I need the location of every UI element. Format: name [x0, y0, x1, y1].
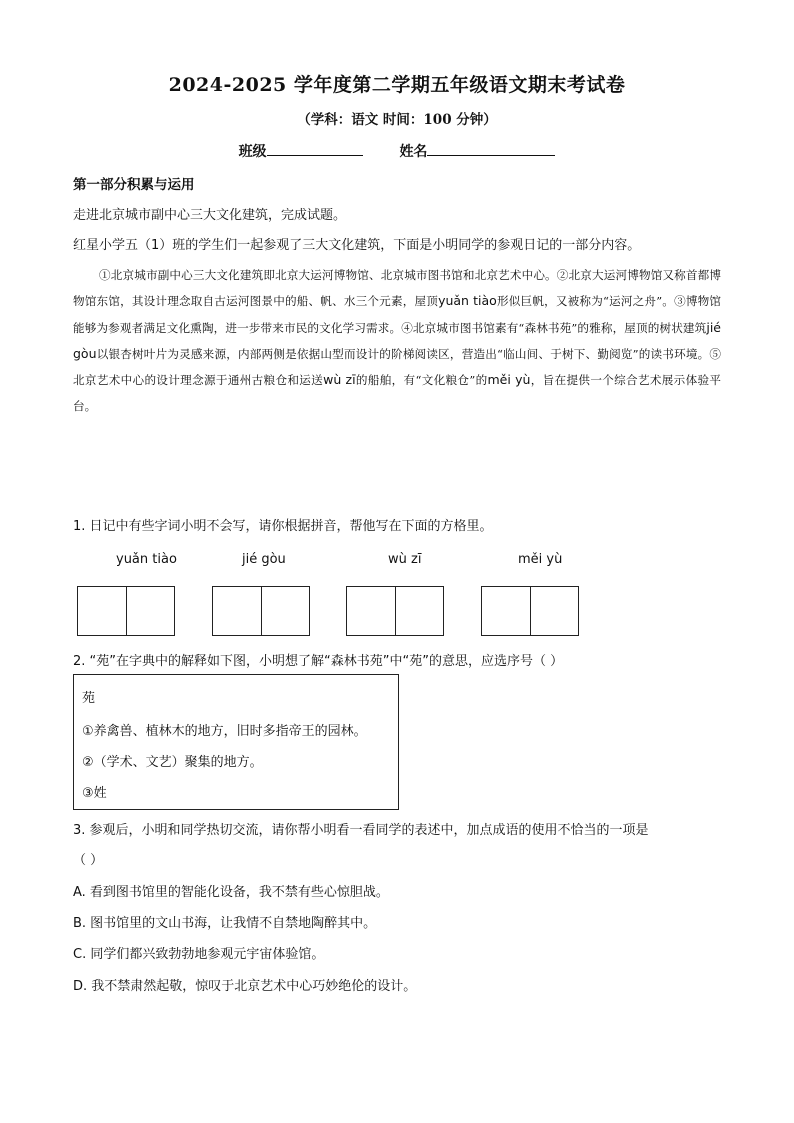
pinyin-meiyu: měi yù: [487, 372, 531, 388]
diary-text-5: ，旨在提供一个综合艺术展示体验平台。: [73, 373, 722, 414]
dict-item: ②（学术、文艺）聚集的地方。: [82, 755, 263, 770]
pinyin-yuantiao: yuǎn tiào: [438, 293, 497, 309]
intro-line-2: 红星小学五（1）班的学生们一起参观了三大文化建筑，下面是小明同学的参观日记的一部分内容。: [73, 238, 641, 253]
option-b[interactable]: B. 图书馆里的文山书海，让我情不自禁地陶醉其中。: [73, 916, 377, 931]
answer-grid-2[interactable]: [212, 586, 310, 636]
dict-item: ①养禽兽、植林木的地方，旧时多指帝王的园林。: [82, 724, 367, 739]
option-c[interactable]: C. 同学们都兴致勃勃地参观元宇宙体验馆。: [73, 947, 325, 962]
grid-cell[interactable]: [262, 587, 310, 635]
q1-pinyin-4: měi yù: [518, 552, 563, 567]
answer-grid-1[interactable]: [77, 586, 175, 636]
name-label: 姓名: [399, 144, 428, 160]
answer-grid-3[interactable]: [346, 586, 444, 636]
grid-cell[interactable]: [482, 587, 531, 635]
option-a[interactable]: A. 看到图书馆里的智能化设备，我不禁有些心惊胆战。: [73, 885, 389, 900]
grid-cell[interactable]: [347, 587, 396, 635]
diary-text-4: 的船舶，有“文化粮仓”的: [355, 373, 488, 388]
dictionary-box: [73, 674, 399, 810]
question-2: 2. “苑”在字典中的解释如下图，小明想了解“森林书苑”中“苑”的意思，应选序号（ ）: [73, 654, 564, 669]
exam-subtitle: （学科：语文 时间：100 分钟）: [297, 112, 497, 128]
question-3-answer-paren[interactable]: （ ）: [73, 853, 104, 868]
class-blank[interactable]: [267, 141, 363, 156]
grid-cell[interactable]: [213, 587, 262, 635]
diary-text-1: ①北京城市副中心三大文化建筑即北京大运河博物馆、北京城市图书馆和北京艺术中心。②北京大运河博物馆又称首都博物馆东馆，其设计理念取自古运河图景中的船、帆、水三个元素，屋顶: [73, 268, 721, 309]
pinyin-jiegou: jié gòu: [73, 319, 721, 361]
diary-text-3: 以银杏树叶片为灵感来源，内部两侧是依据山型而设计的阶梯阅读区，营造出“临山间、于树下、勤阅览”的读书环境。⑤北京艺术中心的设计理念源于通州古粮仓和运送: [73, 346, 721, 388]
exam-title: 2024-2025 学年度第二学期五年级语文期末考试卷: [168, 74, 626, 96]
dict-item: ③姓: [82, 786, 107, 801]
answer-grid-4[interactable]: [481, 586, 579, 636]
grid-cell[interactable]: [396, 587, 444, 635]
name-blank[interactable]: [427, 141, 555, 156]
class-name-line: [0, 141, 794, 161]
grid-cell[interactable]: [78, 587, 127, 635]
question-3: 3. 参观后，小明和同学热切交流，请你帮小明看一看同学的表述中，加点成语的使用不恰当的一项是: [73, 823, 649, 838]
diary-text-2: 形似巨帆，又被称为“运河之舟”。③博物馆能够为参观者满足文化熏陶，进一步带来市民的文化学习需求。④北京城市图书馆素有“森林书苑”的雅称，屋顶的树状建筑: [73, 294, 721, 335]
option-d[interactable]: D. 我不禁肃然起敬，惊叹于北京艺术中心巧妙绝伦的设计。: [73, 979, 417, 994]
grid-cell[interactable]: [531, 587, 579, 635]
grid-cell[interactable]: [127, 587, 175, 635]
q1-pinyin-2: jié gòu: [242, 552, 286, 567]
q1-pinyin-3: wù zī: [388, 552, 422, 567]
class-label: 班级: [238, 144, 267, 160]
pinyin-wuzi: wù zī: [323, 372, 356, 388]
dict-headword: 苑: [82, 691, 96, 706]
intro-line-1: 走进北京城市副中心三大文化建筑，完成试题。: [73, 208, 347, 223]
diary-passage: [73, 262, 721, 420]
section-title: 第一部分积累与运用: [73, 177, 195, 193]
q1-pinyin-1: yuǎn tiào: [116, 552, 177, 567]
question-1: 1. 日记中有些字词小明不会写，请你根据拼音，帮他写在下面的方格里。: [73, 519, 493, 534]
